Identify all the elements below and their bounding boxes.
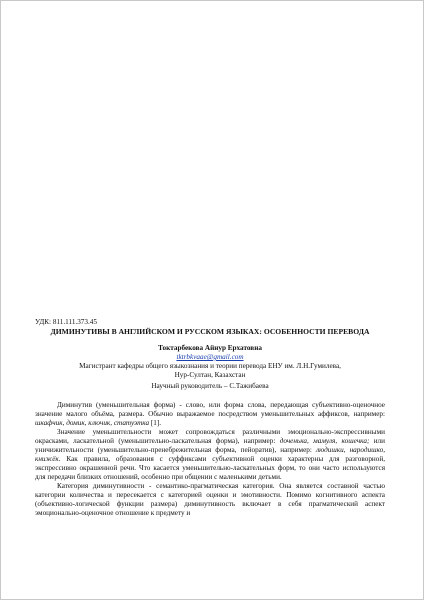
p2-text-c: . Как правила, образования с суффиксами субъективной оценки характерны для разговорной, экспрессивно окрашенной речи. Что касается уменьшительно-ласкательных форм, то они часто используются для передачи близких отношений, особенно при общении с маленькими детьми. <box>35 455 385 481</box>
article-title: ДИМИНУТИВЫ В АНГЛИЙСКОМ И РУССКОМ ЯЗЫКАХ: ОСОБЕННОСТИ ПЕРЕВОДА <box>50 327 370 336</box>
author-email-line <box>35 353 385 362</box>
author-name: Токтарбекова Айнур Ерхатовна <box>158 344 262 352</box>
paragraph-1 <box>35 401 385 428</box>
p2-text-b: или уничижительности (уменьшительно-пренебрежительная форма, пейоратив), например: <box>35 437 385 454</box>
p2-text-a: Значение уменьшительности может сопровождаться различными эмоционально-экспрессивными окрасками, ласкательной (уменьшительно-ласкательная форма), например: <box>35 428 385 445</box>
affiliation-line-1: Магистрант кафедры общего языкознания и теории перевода ЕНУ им. Л.Н.Гумилева, <box>79 362 341 370</box>
affiliation-line-2: Нур-Султан, Казахстан <box>174 371 246 379</box>
p1-examples: шкафчик, домик, ключик, статуэтка <box>35 419 150 427</box>
p2-examples-1: доченька, мамуля, кошечка; <box>279 437 370 445</box>
spacer <box>35 391 385 401</box>
paragraph-2 <box>35 428 385 482</box>
p1-text-a: Диминутив (уменьшительная форма) - слово, или форма слова, передающая субъективно-оценочное значение малого объёма, размера. Обычно выражаемое посредством уменьшительных аффиксов, например: <box>35 401 385 418</box>
scientific-advisor: Научный руководитель – С.Тажибаева <box>151 382 269 390</box>
author-email-link[interactable]: tktrbkvaae@gmail.com <box>176 353 244 361</box>
p2-examples-2: людишки, народишко, книжёк <box>35 446 385 463</box>
paragraph-3: Категория диминутивности - семантико-прагматическая категория. Она является составной частью категории количества и пересекается с категорией оценки и эмотивности. Помимо когнитивного аспекта (объективно-логической функции размера) диминутивность включает в себя прагматический аспект эмоционально-оценочное отношение к предмету и <box>35 482 385 517</box>
article-body <box>35 318 385 518</box>
udc-code: УДК: 811.111.373.45 <box>35 318 97 326</box>
p1-text-b: [1]. <box>149 419 162 427</box>
